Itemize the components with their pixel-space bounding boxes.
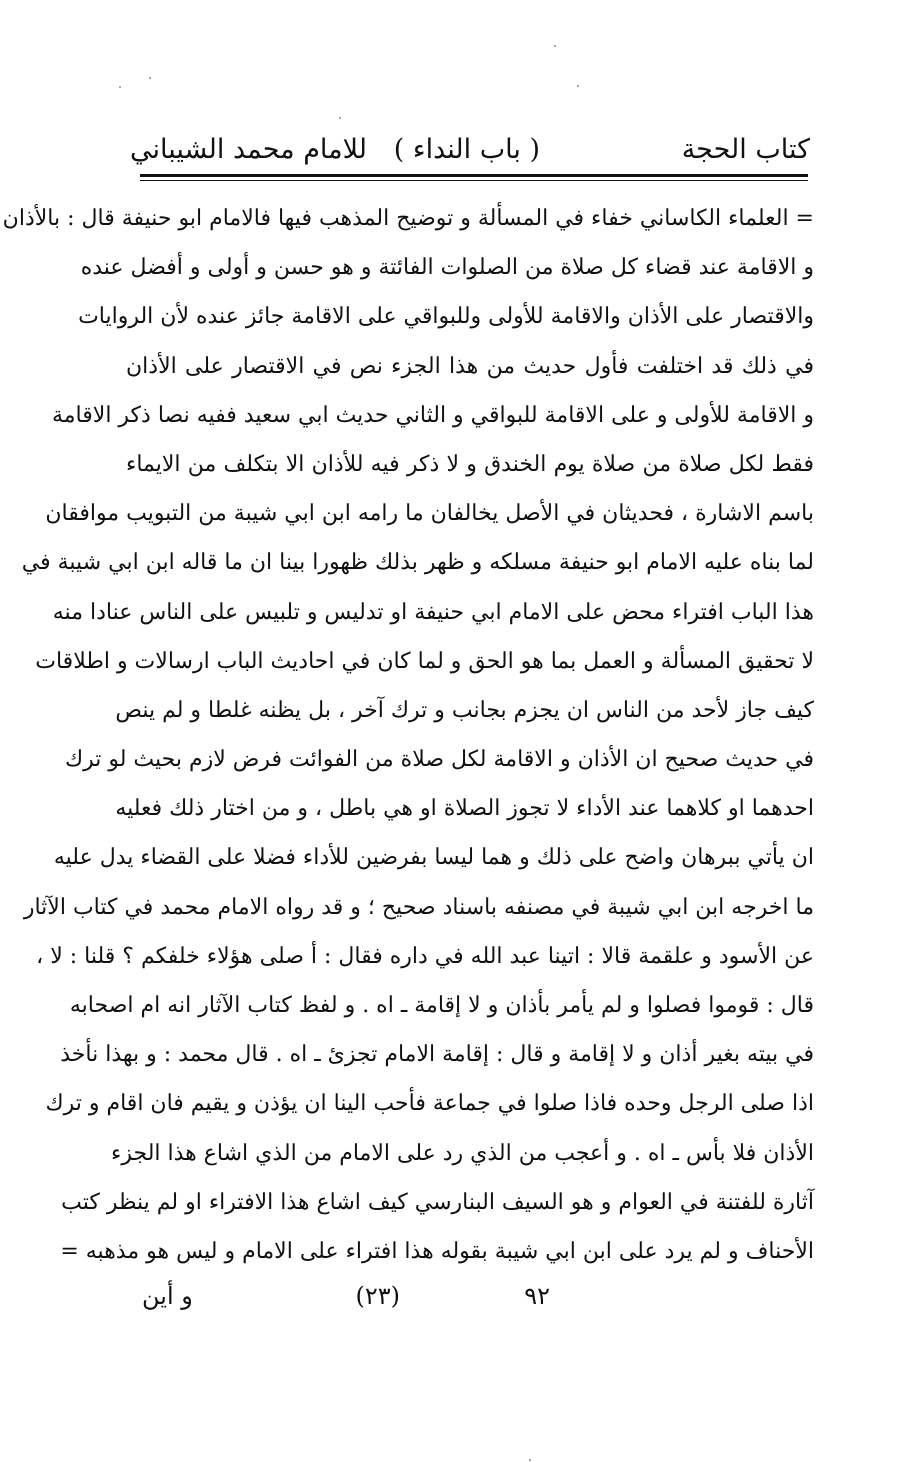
text-line-13: احدهما او كلاهما عند الأداء لا تجوز الصلاة او هي باطل ، و من اختار ذلك فعليه <box>115 796 814 822</box>
section-number: (٢٣) <box>355 1282 400 1310</box>
text-line-3: والاقتصار على الأذان والاقامة للأولى وللبواقي على الاقامة جائز عنده لأن الروايات <box>78 304 814 330</box>
text-line-7: باسم الاشارة ، فحديثان في الأصل يخالفان ما رامه ابن ابي شيبة من التبويب موافقان <box>45 501 814 527</box>
text-line-8: لما بناه عليه الامام ابو حنيفة مسلكه و ظهر بذلك ظهورا بينا ان ما قاله ابن ابي شيبة في <box>21 550 814 576</box>
text-line-20: الأذان فلا بأس ـ اه . و أعجب من الذي رد على الامام من الذي اشاع هذا الجزء <box>111 1140 814 1166</box>
chapter-title: ( باب النداء ) <box>393 134 540 165</box>
author-name: للامام محمد الشيباني <box>130 134 367 165</box>
speck <box>149 77 151 79</box>
speck <box>577 85 579 87</box>
text-line-14: ان يأتي ببرهان واضح على ذلك و هما ليسا بفرضين للأداء فضلا على القضاء يدل عليه <box>53 845 814 871</box>
speck <box>119 86 121 88</box>
text-line-9: هذا الباب افتراء محض على الامام ابي حنيفة او تدليس و تلبيس على الناس عنادا منه <box>52 599 814 625</box>
text-line-19: اذا صلى الرجل وحده فاذا صلوا في جماعة فأحب الينا ان يؤذن و يقيم فان اقام و ترك <box>45 1091 814 1117</box>
speck <box>339 117 341 119</box>
text-line-6: فقط لكل صلاة من صلاة يوم الخندق و لا ذكر فيه للأذان الا بتكلف من الايماء <box>126 451 814 477</box>
text-line-11: كيف جاز لأحد من الناس ان يجزم بجانب و ترك آخر ، بل يظنه غلطا و لم ينص <box>115 697 814 723</box>
text-line-2: و الاقامة عند قضاء كل صلاة من الصلوات الفائتة و هو حسن و أولى و أفضل عنده <box>80 255 814 281</box>
text-line-16: عن الأسود و علقمة قالا : اتينا عبد الله في داره فقال : أ صلى هؤلاء خلفكم ؟ قلنا : لا ، <box>36 943 814 969</box>
speck <box>554 45 556 47</box>
text-line-12: في حديث صحيح ان الأذان و الاقامة لكل صلاة من الفوائت فرض لازم بحيث لو ترك <box>64 747 814 773</box>
text-line-5: و الاقامة للأولى و على الاقامة للبواقي و الثاني حديث ابي سعيد ففيه نصا ذكر الاقامة <box>51 402 814 428</box>
text-line-17: قال : قوموا فصلوا و لم يأمر بأذان و لا إقامة ـ اه . و لفظ كتاب الآثار انه ام اصحابه <box>69 993 814 1018</box>
text-line-15: ما اخرجه ابن ابي شيبة في مصنفه باسناد صحيح ؛ و قد رواه الامام محمد في كتاب الآثار <box>23 894 814 920</box>
page-number: ٩٢ <box>524 1282 550 1310</box>
text-line-10: لا تحقيق المسألة و العمل بما هو الحق و لما كان في احاديث الباب ارسالات و اطلاقات <box>35 648 814 674</box>
book-title: كتاب الحجة <box>681 134 810 165</box>
text-line-18: في بيته بغير أذان و لا إقامة و قال : إقامة الامام تجزئ ـ اه . قال محمد : و بهذا نأخذ <box>60 1042 814 1068</box>
text-line-1: = العلماء الكاساني خفاء في المسألة و توضيح المذهب فيها فالامام ابو حنيفة قال : بالأذان <box>2 206 814 231</box>
text-line-22: الأحناف و لم يرد على ابن ابي شيبة بقوله هذا افتراء على الامام و ليس هو مذهبه = <box>60 1238 814 1264</box>
text-line-4: في ذلك قد اختلفت فأول حديث من هذا الجزء نص في الاقتصار على الأذان <box>126 353 814 379</box>
catchword: و أين <box>142 1282 193 1310</box>
speck <box>529 1459 531 1461</box>
text-line-21: آثارة للفتنة في العوام و هو السيف البنارسي كيف اشاع هذا الافتراء او لم ينظر كتب <box>61 1189 814 1215</box>
